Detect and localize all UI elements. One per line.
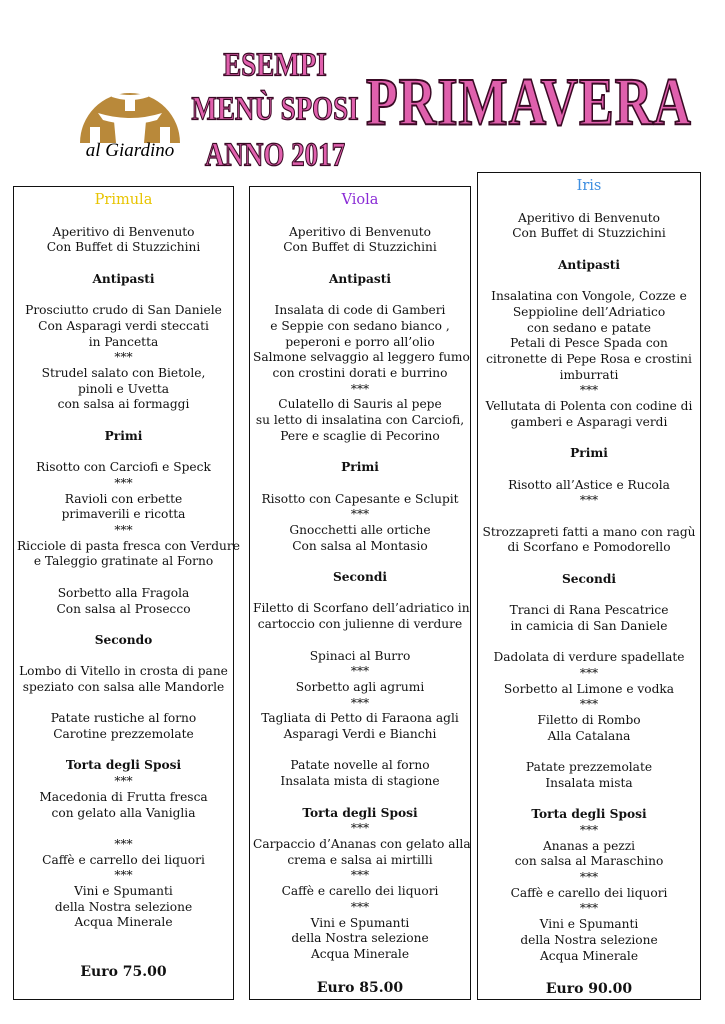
spacer (253, 288, 467, 304)
headline-line-2: MENÙ SPOSI (191, 89, 359, 127)
menu-line: Tranci di Rana Pescatrice (509, 603, 669, 618)
menu-line: Con salsa al Prosecco (56, 601, 191, 616)
menu-line: della Nostra selezione (54, 899, 193, 914)
spacer (17, 445, 230, 461)
menu-line: Acqua Minerale (310, 946, 410, 961)
menu-line: *** (579, 822, 599, 837)
menu-section-heading: Secondi (332, 570, 388, 585)
spacer (481, 242, 697, 258)
spacer (481, 587, 697, 603)
menu-line: cartoccio con julienne di verdure (257, 617, 463, 632)
menu-line: di Scorfano e Pomodorello (507, 540, 671, 555)
spacer (17, 821, 230, 837)
spacer (17, 413, 230, 429)
menu-line: Sorbetto alla Fragola (57, 585, 190, 600)
menu-line: *** (114, 475, 133, 490)
menu-line: Aperitivo di Benvenuto (52, 224, 195, 239)
menu-name-viola: Viola (341, 192, 379, 208)
menu-price: Euro 85.00 (316, 979, 404, 996)
menu-line: in Pancetta (88, 334, 159, 349)
menu-line: su letto di insalatina con Carciofi, (255, 413, 465, 428)
spacer (253, 790, 467, 806)
menu-line: della Nostra selezione (520, 932, 658, 947)
menu-line: con salsa al Maraschino (514, 854, 664, 869)
menu-section-heading: Primi (104, 428, 143, 443)
menu-line: in camicia di San Daniele (510, 618, 668, 633)
menu-section-heading: Antipasti (92, 271, 155, 286)
menu-line: *** (579, 697, 599, 712)
menu-line: Macedonia di Frutta fresca (39, 789, 208, 804)
menu-line: Risotto con Carciofi e Speck (36, 460, 211, 475)
menu-line: *** (114, 868, 133, 883)
menu-line: Carotine prezzemolate (53, 727, 194, 742)
menu-line: *** (579, 870, 599, 885)
menu-line: *** (350, 899, 370, 914)
menu-line: Culatello di Sauris al pepe (278, 397, 442, 412)
menu-line: con sedano e patate (527, 320, 651, 335)
spacer (481, 635, 697, 651)
menu-line: *** (114, 523, 133, 537)
menu-lines (14, 224, 240, 931)
menu-line: Aperitivo di Benvenuto (517, 210, 661, 225)
menu-line: Carpaccio d’Ananas con gelato alla (253, 836, 471, 851)
menu-line: Vini e Spumanti (539, 917, 639, 932)
menu-line: imburrati (559, 367, 619, 382)
menu-line: *** (350, 381, 370, 396)
menu-line: Lombo di Vitello in crosta di pane (19, 664, 228, 679)
menu-section-heading: Torta degli Sposi (302, 805, 418, 820)
menu-line: *** (114, 350, 133, 365)
spacer (17, 256, 230, 272)
menu-column-iris (477, 172, 701, 1000)
menu-section-heading: Antipasti (328, 271, 392, 286)
spacer (17, 617, 230, 633)
spacer (17, 288, 230, 304)
menu-line: Sorbetto al Limone e vodka (503, 681, 675, 696)
menu-line: Vellutata di Polenta con codine di (485, 399, 693, 414)
menu-line: Filetto di Scorfano dell’adriatico in (253, 601, 470, 616)
menu-section-heading: Secondi (561, 571, 617, 586)
menu-line: Con salsa al Montasio (292, 538, 428, 553)
menu-line: Prosciutto crudo di San Daniele (25, 303, 222, 318)
menu-line: e Seppie con sedano bianco , (270, 318, 450, 333)
menu-line: citronette di Pepe Rosa e crostini (486, 352, 692, 366)
menu-section-heading: Secondo (94, 632, 153, 647)
menu-line: Vini e Spumanti (310, 915, 410, 930)
menu-line: Risotto all’Astice e Rucola (508, 477, 670, 492)
menu-line: con salsa ai formaggi (57, 397, 190, 412)
menu-line: Tagliata di Petto di Faraona agli (261, 711, 459, 726)
menu-line: Salmone selvaggio al leggero fumo (253, 350, 470, 365)
spacer (253, 743, 467, 759)
spacer (253, 554, 467, 570)
menu-line: speziato con salsa alle Mandorle (22, 679, 225, 694)
menu-section-heading: Primi (341, 460, 379, 475)
menu-column-viola (249, 186, 471, 1000)
menu-lines (250, 225, 470, 963)
spacer (17, 696, 230, 712)
menu-line: Insalatina con Vongole, Cozze e (491, 289, 687, 304)
menu-line: Con Buffet di Stuzzichini (512, 226, 666, 241)
menu-line: Ravioli con erbette (64, 491, 183, 506)
spacer (17, 570, 230, 586)
menu-line: Asparagi Verdi e Bianchi (283, 727, 437, 742)
menu-section-heading: Primi (570, 446, 608, 461)
big-title: PRIMAVERA (366, 66, 692, 141)
menu-section-heading: Torta degli Sposi (65, 758, 182, 773)
menu-line: Filetto di Rombo (537, 713, 641, 728)
menu-line: Pere e scaglie di Pecorino (280, 428, 440, 443)
spacer (253, 445, 467, 461)
menu-line: Vini e Spumanti (74, 884, 173, 899)
menu-line: *** (350, 695, 370, 710)
menu-line: *** (579, 665, 599, 680)
menu-line: Caffè e carello dei liquori (510, 885, 668, 900)
menu-line: Acqua Minerale (539, 948, 639, 963)
menu-line: con gelato alla Vaniglia (51, 805, 196, 820)
menu-line: Insalata mista di stagione (280, 774, 440, 789)
menu-line: Con Asparagi verdi steccati (38, 318, 209, 333)
menu-line: Strozzapreti fatti a mano con ragù (482, 524, 696, 539)
menu-price: Euro 75.00 (80, 964, 167, 981)
spacer (253, 586, 467, 602)
menu-line: Petali di Pesce Spada con (510, 336, 668, 351)
menu-line: Insalata mista (545, 775, 633, 790)
menu-line: Con Buffet di Stuzzichini (46, 240, 201, 255)
spacer (481, 274, 697, 290)
menu-section-heading: Torta degli Sposi (531, 807, 647, 822)
menu-line: Caffè e carrello dei liquori (42, 852, 205, 867)
menu-line: Spinaci al Burro (309, 648, 411, 663)
menu-line: *** (579, 901, 599, 916)
spacer (481, 462, 697, 478)
menu-line: Seppioline dell’Adriatico (512, 304, 666, 319)
spacer (481, 556, 697, 572)
menu-line: peperoni e porro all’olio (285, 334, 435, 349)
spacer (17, 743, 230, 759)
menu-name-iris: Iris (576, 178, 602, 194)
headline-line-1: ESEMPI (223, 45, 327, 83)
menu-line: primaverili e ricotta (61, 507, 186, 522)
menu-line: Patate novelle al forno (290, 758, 430, 773)
menu-line: *** (579, 493, 599, 508)
spacer (17, 649, 230, 665)
menu-lines (478, 211, 700, 965)
menu-line: *** (114, 836, 133, 851)
menu-line: Acqua Minerale (74, 915, 173, 930)
menu-line: e Taleggio gratinate al Forno (33, 554, 214, 569)
menu-line: Patate prezzemolate (525, 760, 653, 775)
menu-column-primula (13, 186, 240, 1000)
menu-line: Con Buffet di Stuzzichini (283, 240, 437, 255)
menu-line: Gnocchetti alle ortiche (289, 523, 431, 537)
spacer (253, 633, 467, 649)
spacer (481, 509, 697, 525)
menu-line: *** (114, 774, 133, 789)
menu-line: Ananas a pezzi (542, 838, 636, 853)
spacer (253, 256, 467, 272)
spacer (481, 431, 697, 447)
menu-line: Ricciole di pasta fresca con Verdure (17, 538, 240, 553)
menu-line: *** (350, 507, 370, 522)
menu-section-heading: Antipasti (557, 257, 621, 272)
logo-text: al Giardino (85, 140, 175, 161)
menu-price: Euro 90.00 (545, 981, 633, 998)
menu-line: Insalata di code di Gamberi (274, 303, 446, 318)
menu-line: *** (350, 664, 370, 679)
menu-line: crema e salsa ai mirtilli (287, 852, 433, 867)
menu-line: *** (350, 868, 370, 883)
menu-line: Sorbetto agli agrumi (295, 679, 425, 694)
spacer (253, 476, 467, 492)
spacer (481, 792, 697, 808)
menu-line: Risotto con Capesante e Sclupit (261, 491, 459, 506)
menu-line: Dadolata di verdure spadellate (493, 650, 685, 665)
menu-line: della Nostra selezione (291, 931, 429, 946)
menu-line: pinoli e Uvetta (77, 381, 170, 396)
menu-line: Caffè e carello dei liquori (281, 884, 439, 899)
menu-line: Aperitivo di Benvenuto (288, 224, 432, 239)
menu-line: Strudel salato con Bietole, (41, 366, 206, 380)
menu-line: con crostini dorati e burrino (272, 366, 448, 380)
menu-line: *** (579, 383, 599, 398)
menu-line: gamberi e Asparagi verdi (510, 414, 668, 429)
spacer (481, 744, 697, 760)
menu-line: *** (350, 821, 370, 836)
headline-line-3: ANNO 2017 (204, 135, 346, 173)
menu-name-primula: Primula (94, 192, 153, 208)
menu-line: Patate rustiche al forno (50, 711, 197, 726)
menu-line: Alla Catalana (547, 728, 631, 743)
